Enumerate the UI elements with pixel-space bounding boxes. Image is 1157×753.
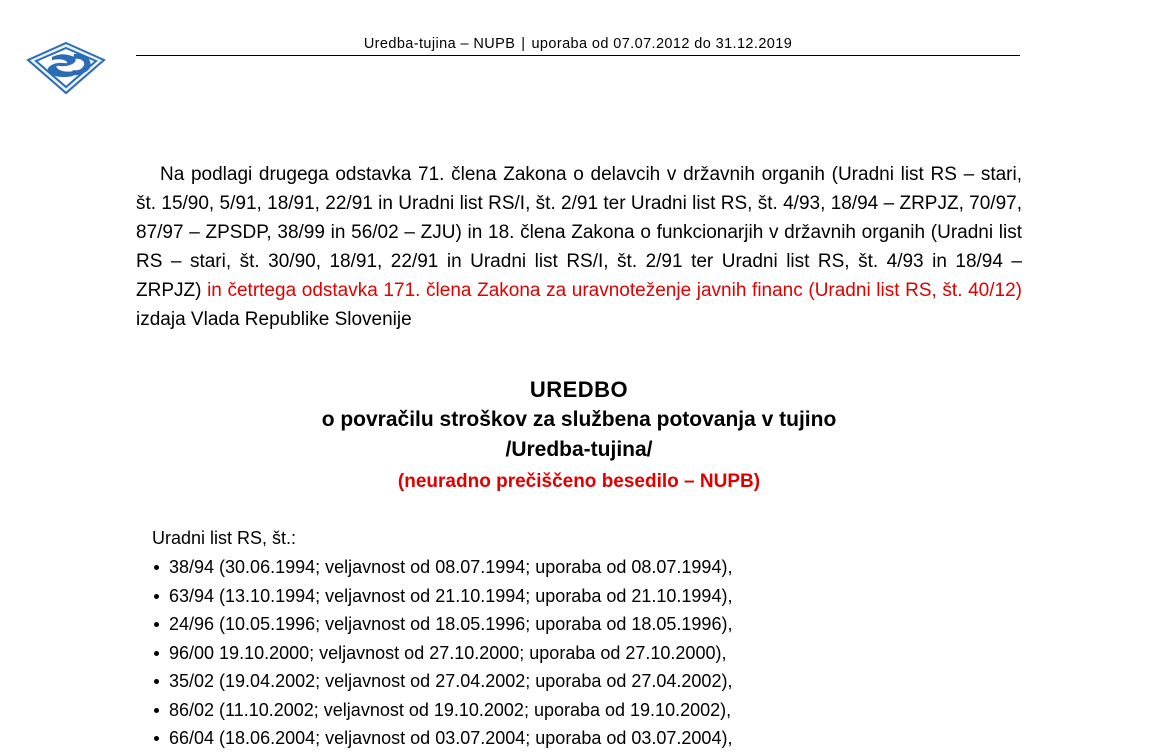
header-title-block	[136, 36, 1020, 56]
list-item: 35/02 (19.04.2002; veljavnost od 27.04.2002; uporaba od 27.04.2002),	[152, 667, 1032, 696]
gazette-list	[152, 553, 1032, 753]
document-short-name: /Uredba-tujina/	[505, 438, 653, 461]
gazette-section	[152, 524, 1032, 753]
header-separator: |	[521, 36, 526, 52]
list-item: 86/02 (11.10.2002; veljavnost od 19.10.2002; uporaba od 19.10.2002),	[152, 696, 1032, 725]
legal-basis-text-part2: izdaja Vlada Republike Slovenije	[136, 309, 412, 330]
list-item: 66/04 (18.06.2004; veljavnost od 03.07.2004; uporaba od 03.07.2004),	[152, 724, 1032, 753]
gazette-label: Uradni list RS, št.:	[152, 528, 297, 548]
document-body	[136, 160, 1022, 334]
sd-diamond-logo	[22, 40, 110, 96]
header-divider	[136, 55, 1020, 56]
list-item: 96/00 19.10.2000; veljavnost od 27.10.2000; uporaba od 27.10.2000),	[152, 639, 1032, 668]
legal-basis-text-amendment: in četrtega odstavka 171. člena Zakona za uravnoteženje javnih financ (Uradni list RS, št. 40/12)	[207, 280, 1022, 301]
page-title: UREDBO	[529, 377, 629, 402]
list-item: 24/96 (10.05.1996; veljavnost od 18.05.1996; uporaba od 18.05.1996),	[152, 610, 1032, 639]
list-item: 38/94 (30.06.1994; veljavnost od 08.07.1994; uporaba od 08.07.1994),	[152, 553, 1032, 582]
page-header	[0, 36, 1157, 92]
list-item: 63/94 (13.10.1994; veljavnost od 21.10.1994; uporaba od 21.10.1994),	[152, 582, 1032, 611]
document-title-block	[136, 375, 1022, 497]
document-consolidated-note: (neuradno prečiščeno besedilo – NUPB)	[397, 471, 761, 492]
header-validity: uporaba od 07.07.2012 do 31.12.2019	[531, 36, 793, 52]
header-doc-name: Uredba-tujina – NUPB	[363, 36, 516, 52]
header-title	[136, 36, 1020, 55]
legal-basis-text-part1: Na podlagi drugega odstavka 71. člena Zakona o delavcih v državnih organih (Uradni list RS – stari, št. 15/90, 5/91, 18/91, 22/91 in Uradni list RS/I, št. 2/91 ter Uradni list RS, št. 4/93, 18/94 – ZRPJZ, 70/97, 87/97 – ZPSDP, 38/99 in 56/02 – ZJU) in 18. člena Zakona o funkcionarjih v državnih organih (Uradni list RS – stari, št. 30/90, 18/91, 22/91 in Uradni list RS/I, št. 2/91 ter Uradni list RS, št. 4/93 in 18/94 – ZRPJZ)	[136, 164, 1022, 301]
legal-basis-paragraph	[136, 160, 1022, 334]
document-subtitle: o povračilu stroškov za službena potovanja v tujino	[321, 408, 837, 431]
